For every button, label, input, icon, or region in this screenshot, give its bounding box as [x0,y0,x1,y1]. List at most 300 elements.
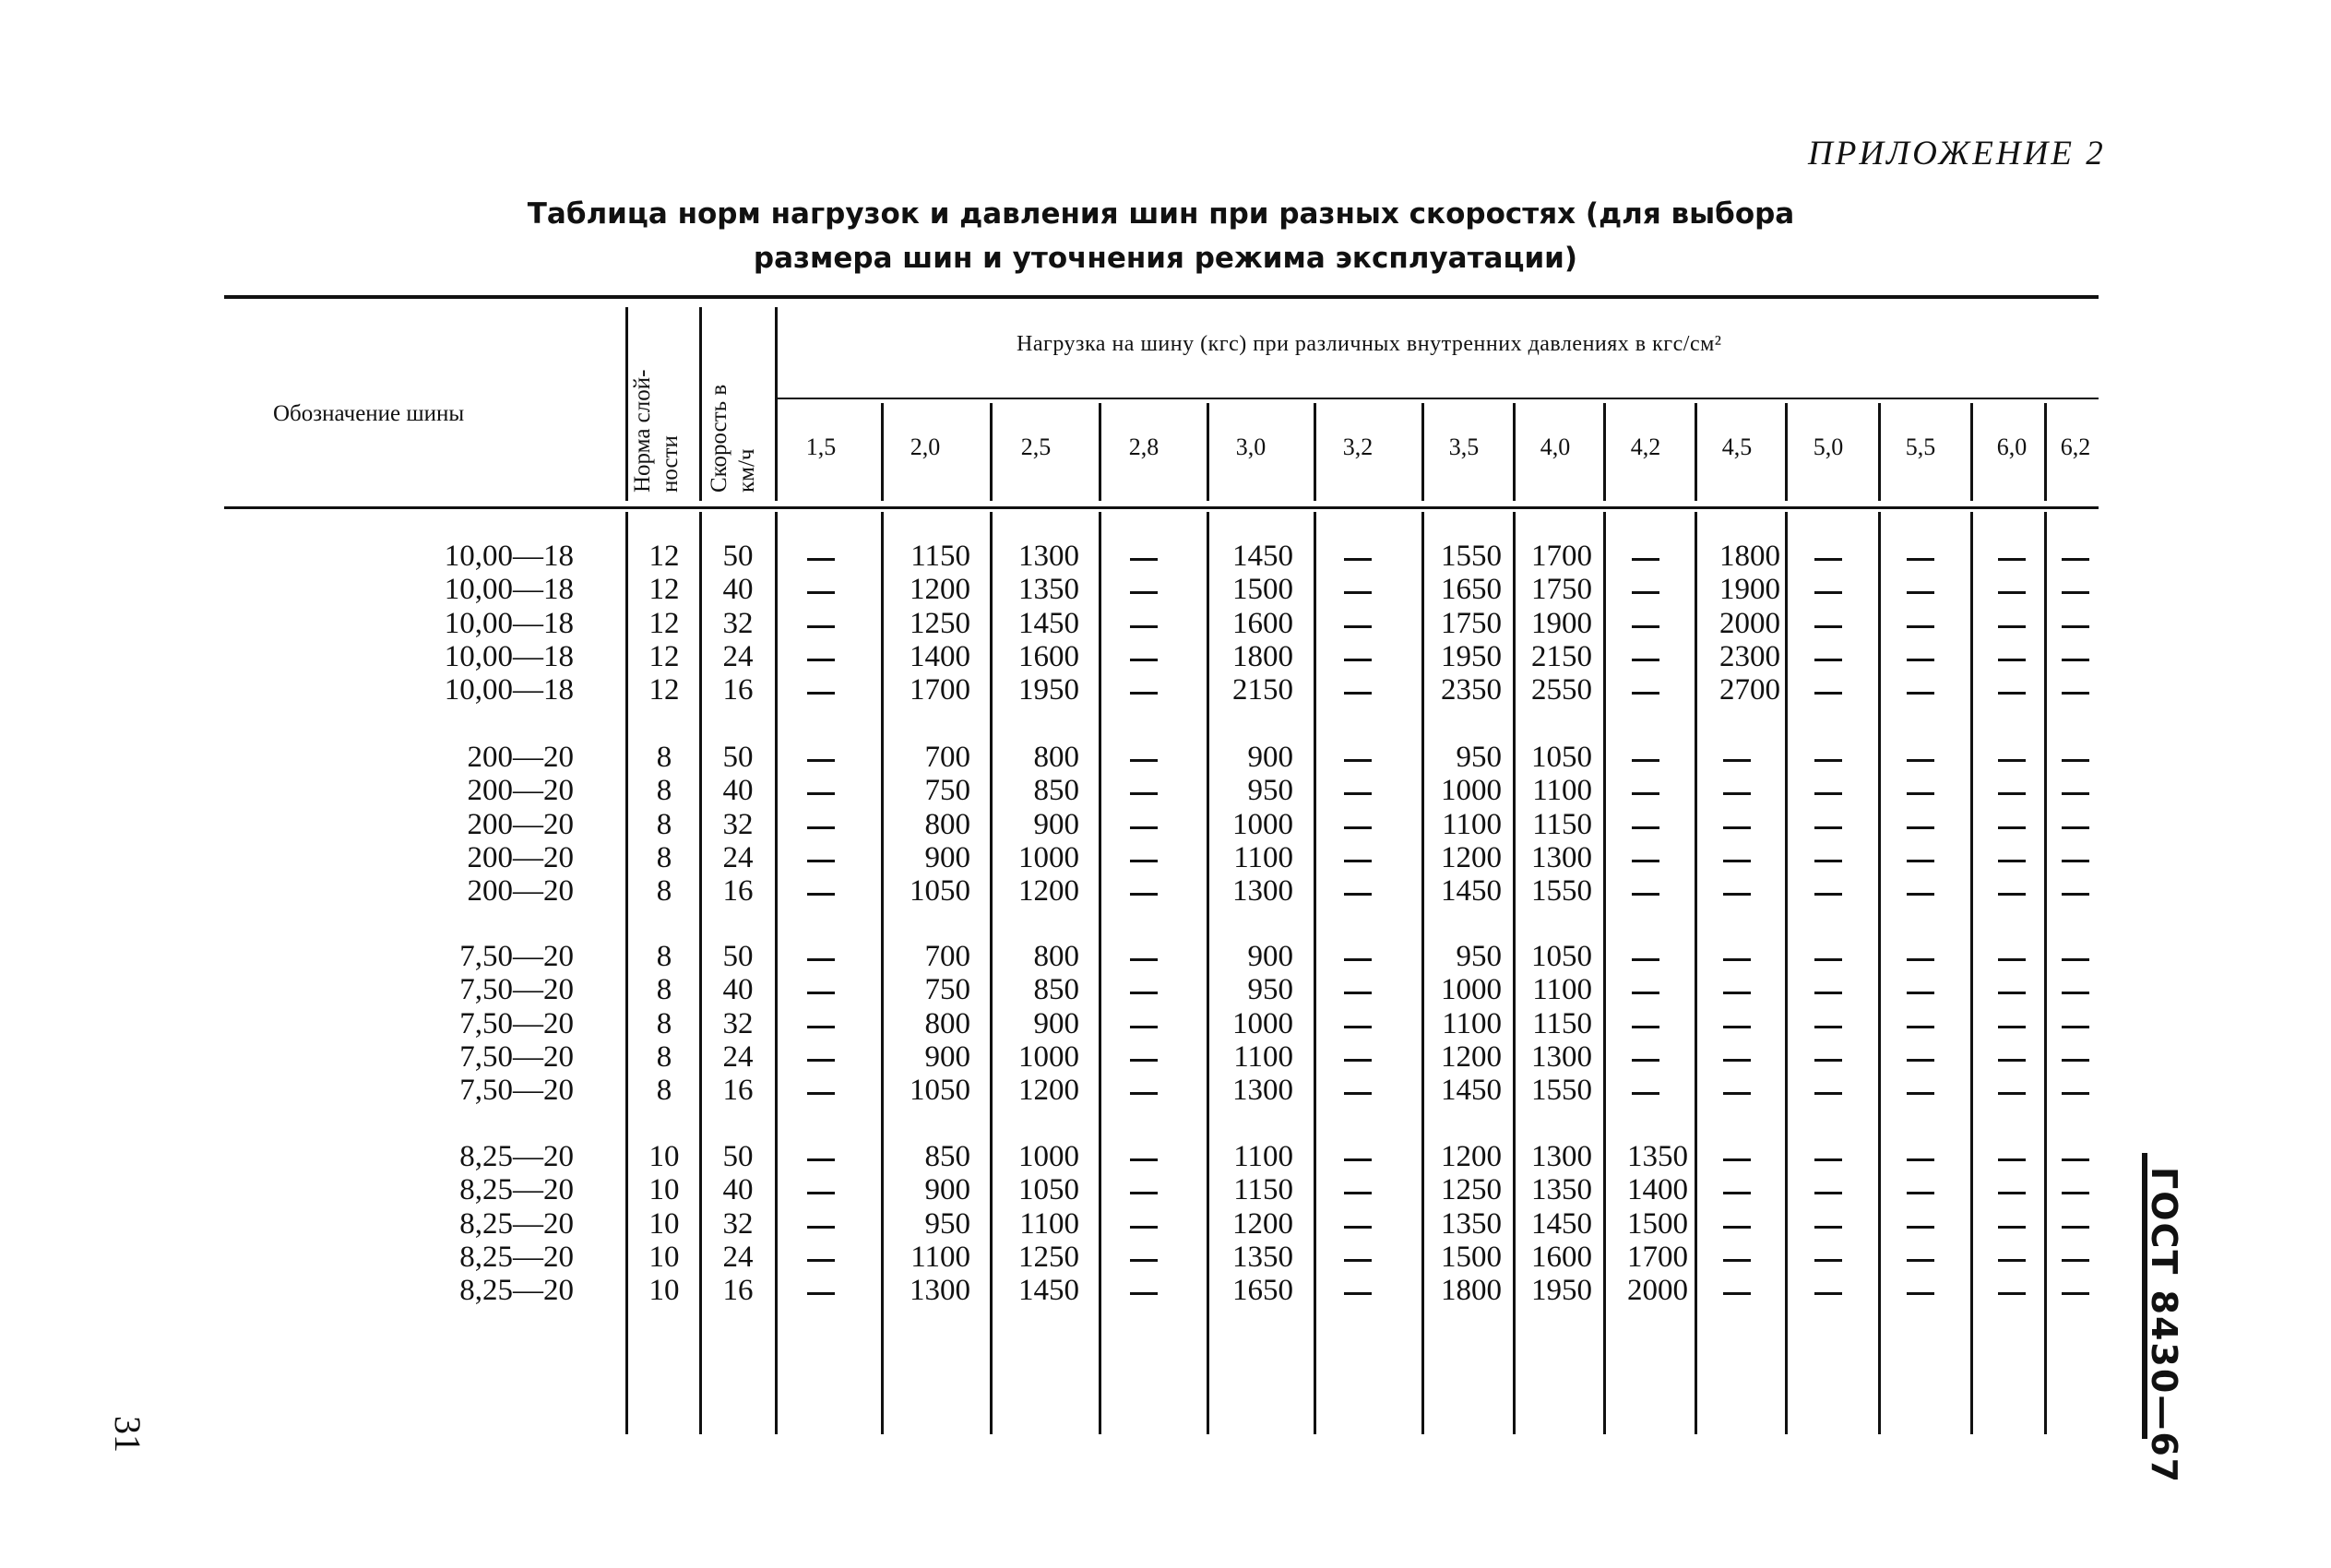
load-value: 900 [1247,741,1293,774]
empty-cell-dash [1723,1158,1751,1161]
ply-rating: 8 [656,1039,672,1074]
load-value: 1050 [910,874,970,909]
empty-cell-dash [1130,1192,1158,1194]
load-value: 800 [1033,940,1079,973]
speed-value: 32 [722,1006,754,1040]
ply-rating: 8 [656,807,672,841]
speed-value: 50 [722,540,754,573]
load-value: 1200 [1441,840,1502,874]
empty-cell-dash [1814,826,1842,829]
load-value: 1350 [1531,1173,1592,1207]
load-value: 850 [924,1140,970,1173]
load-value: 1300 [1232,874,1293,909]
empty-cell-dash [807,893,835,896]
pressure-label: 1,5 [805,434,837,460]
pressure-column-rule [1695,403,1697,501]
empty-cell-dash [1998,826,2026,829]
empty-cell-dash [1998,759,2026,762]
empty-cell-dash [2062,1192,2089,1194]
load-value: 1000 [1441,774,1502,808]
ply-rating: 8 [656,940,672,973]
ply-rating: 12 [648,673,680,707]
load-value: 1950 [1018,673,1079,707]
empty-cell-dash [1632,759,1659,762]
load-value: 1700 [910,673,970,707]
tire-designation: 8,25—20 [459,1274,574,1308]
pressure-column-rule [1207,403,1209,501]
empty-cell-dash [1998,659,2026,661]
empty-cell-dash [1130,1092,1158,1095]
empty-cell-dash [1998,692,2026,695]
load-value: 1000 [1232,1006,1293,1040]
pressure-column-rule [1314,403,1316,501]
empty-cell-dash [1723,1292,1751,1295]
body-column-rule [1878,512,1881,1434]
empty-cell-dash [1814,1292,1842,1295]
ply-rating: 12 [648,606,680,640]
body-column-rule [625,512,628,1434]
load-value: 950 [1247,973,1293,1007]
load-value: 1250 [910,606,970,640]
load-value: 1450 [1018,606,1079,640]
load-value: 1350 [1232,1240,1293,1274]
load-value: 1450 [1018,1274,1079,1308]
empty-cell-dash [1723,1026,1751,1028]
empty-cell-dash [2062,1026,2089,1028]
load-value: 1900 [1719,573,1780,607]
empty-cell-dash [1723,792,1751,795]
empty-cell-dash [1907,1026,1934,1028]
empty-cell-dash [1907,826,1934,829]
tire-designation: 8,25—20 [459,1206,574,1241]
body-column-rule [1970,512,1973,1434]
empty-cell-dash [1998,958,2026,961]
ply-rating: 12 [648,540,680,573]
load-value: 1350 [1627,1140,1688,1173]
empty-cell-dash [1907,860,1934,862]
ply-rating: 10 [648,1206,680,1241]
load-value: 1200 [1441,1039,1502,1074]
ply-rating: 10 [648,1173,680,1207]
empty-cell-dash [1723,893,1751,896]
empty-cell-dash [807,792,835,795]
empty-cell-dash [1998,893,2026,896]
load-value: 2350 [1441,673,1502,707]
load-value: 1100 [1233,1140,1293,1173]
empty-cell-dash [807,1026,835,1028]
pressure-column-rule [1970,403,1973,501]
pressure-label: 3,2 [1342,434,1374,460]
load-value: 1800 [1441,1274,1502,1308]
body-column-rule [1785,512,1788,1434]
tire-designation: 7,50—20 [459,973,574,1007]
empty-cell-dash [1998,558,2026,561]
empty-cell-dash [1814,1158,1842,1161]
tire-designation: 200—20 [467,741,574,774]
pressure-column-rule [1099,403,1101,501]
tire-designation: 200—20 [467,807,574,841]
load-value: 1400 [910,639,970,673]
tire-designation: 200—20 [467,874,574,909]
empty-cell-dash [1814,558,1842,561]
load-value: 1050 [1018,1173,1079,1207]
empty-cell-dash [1130,692,1158,695]
empty-cell-dash [807,860,835,862]
empty-cell-dash [1907,1226,1934,1229]
load-value: 950 [924,1206,970,1241]
empty-cell-dash [1344,1059,1372,1062]
empty-cell-dash [1344,958,1372,961]
empty-cell-dash [807,1259,835,1262]
empty-cell-dash [1632,659,1659,661]
load-value: 1050 [1531,940,1592,973]
empty-cell-dash [2062,591,2089,594]
empty-cell-dash [2062,1259,2089,1262]
header-ply-line2: ности [658,435,683,493]
load-value: 1100 [910,1240,970,1274]
load-value: 1450 [1531,1206,1592,1241]
load-value: 1250 [1441,1173,1502,1207]
load-value: 750 [924,973,970,1007]
load-value: 1300 [1531,840,1592,874]
load-value: 2150 [1531,639,1592,673]
empty-cell-dash [1130,1259,1158,1262]
empty-cell-dash [1998,1259,2026,1262]
pressure-header-rule [777,398,2099,399]
empty-cell-dash [1814,860,1842,862]
header-column-rule [625,307,628,501]
pressure-column-rule [1603,403,1606,501]
load-value: 1450 [1441,874,1502,909]
speed-value: 24 [722,1039,754,1074]
load-value: 900 [1247,940,1293,973]
ply-rating: 12 [648,639,680,673]
empty-cell-dash [1130,659,1158,661]
empty-cell-dash [1998,591,2026,594]
empty-cell-dash [2062,1092,2089,1095]
load-value: 900 [924,1039,970,1074]
empty-cell-dash [1814,1092,1842,1095]
tire-designation: 10,00—18 [444,573,574,607]
empty-cell-dash [1907,1158,1934,1161]
page-number: 31 [107,1416,149,1453]
empty-cell-dash [1130,1226,1158,1229]
empty-cell-dash [1814,792,1842,795]
empty-cell-dash [807,1292,835,1295]
load-value: 1450 [1441,1074,1502,1108]
empty-cell-dash [807,958,835,961]
empty-cell-dash [807,659,835,661]
load-value: 1000 [1232,807,1293,841]
load-value: 1200 [1018,1074,1079,1108]
load-value: 1350 [1441,1206,1502,1241]
pressure-label: 4,0 [1540,434,1571,460]
load-value: 1600 [1531,1240,1592,1274]
empty-cell-dash [1907,659,1934,661]
empty-cell-dash [1632,958,1659,961]
empty-cell-dash [1344,792,1372,795]
header-load: Нагрузка на шину (кгс) при различных внутренних давлениях в кгс/см² [1017,332,1722,356]
load-value: 800 [924,1006,970,1040]
load-value: 2550 [1531,673,1592,707]
empty-cell-dash [1814,1226,1842,1229]
header-tire: Обозначение шины [273,401,465,426]
empty-cell-dash [807,625,835,628]
pressure-column-rule [1785,403,1788,501]
load-value: 1700 [1531,540,1592,573]
load-value: 950 [1456,741,1502,774]
ply-rating: 12 [648,573,680,607]
empty-cell-dash [1998,1226,2026,1229]
empty-cell-dash [1130,860,1158,862]
empty-cell-dash [1130,1292,1158,1295]
pressure-label: 4,5 [1721,434,1753,460]
load-value: 1150 [1233,1173,1293,1207]
tire-designation: 7,50—20 [459,1074,574,1108]
empty-cell-dash [1344,759,1372,762]
appendix-label: ПРИЛОЖЕНИЕ 2 [1808,135,2106,172]
load-value: 1650 [1232,1274,1293,1308]
empty-cell-dash [1998,1092,2026,1095]
load-value: 2700 [1719,673,1780,707]
empty-cell-dash [2062,958,2089,961]
empty-cell-dash [1723,1092,1751,1095]
empty-cell-dash [1632,692,1659,695]
empty-cell-dash [807,1192,835,1194]
empty-cell-dash [2062,893,2089,896]
empty-cell-dash [1998,1158,2026,1161]
load-value: 1300 [1531,1140,1592,1173]
empty-cell-dash [1344,1226,1372,1229]
empty-cell-dash [1344,992,1372,994]
empty-cell-dash [1130,591,1158,594]
tire-designation: 8,25—20 [459,1173,574,1207]
speed-value: 50 [722,940,754,973]
pressure-column-rule [881,403,884,501]
empty-cell-dash [1907,1292,1934,1295]
load-value: 1550 [1531,874,1592,909]
empty-cell-dash [1344,1026,1372,1028]
empty-cell-dash [807,1059,835,1062]
empty-cell-dash [2062,759,2089,762]
empty-cell-dash [1907,558,1934,561]
load-value: 900 [924,1173,970,1207]
empty-cell-dash [1723,992,1751,994]
load-value: 1100 [1532,774,1592,808]
empty-cell-dash [1344,591,1372,594]
empty-cell-dash [1814,591,1842,594]
empty-cell-dash [1998,1292,2026,1295]
pressure-label: 2,0 [910,434,941,460]
empty-cell-dash [807,992,835,994]
empty-cell-dash [2062,659,2089,661]
load-value: 1100 [1532,973,1592,1007]
empty-cell-dash [1632,992,1659,994]
pressure-label: 2,5 [1020,434,1052,460]
speed-value: 16 [722,874,754,909]
speed-value: 40 [722,973,754,1007]
empty-cell-dash [807,591,835,594]
ply-rating: 10 [648,1274,680,1308]
tire-designation: 8,25—20 [459,1140,574,1173]
empty-cell-dash [1344,1292,1372,1295]
load-value: 1000 [1018,1039,1079,1074]
header-column-rule [699,307,702,501]
empty-cell-dash [1344,625,1372,628]
empty-cell-dash [1723,759,1751,762]
empty-cell-dash [807,1226,835,1229]
speed-value: 50 [722,741,754,774]
empty-cell-dash [1344,1259,1372,1262]
load-value: 1300 [910,1274,970,1308]
load-value: 1800 [1719,540,1780,573]
empty-cell-dash [2062,692,2089,695]
load-value: 1950 [1441,639,1502,673]
empty-cell-dash [807,1158,835,1161]
empty-cell-dash [1632,625,1659,628]
empty-cell-dash [1130,1059,1158,1062]
empty-cell-dash [1130,558,1158,561]
empty-cell-dash [1344,692,1372,695]
body-column-rule [1314,512,1316,1434]
ply-rating: 8 [656,973,672,1007]
load-value: 1300 [1232,1074,1293,1108]
table-title-line-2: размера шин и уточнения режима эксплуатации) [753,242,1578,275]
speed-value: 40 [722,1173,754,1207]
empty-cell-dash [2062,558,2089,561]
empty-cell-dash [1344,893,1372,896]
speed-value: 16 [722,1074,754,1108]
empty-cell-dash [2062,1158,2089,1161]
load-value: 1200 [1441,1140,1502,1173]
empty-cell-dash [1814,759,1842,762]
load-value: 1950 [1531,1274,1592,1308]
pressure-label: 5,5 [1905,434,1936,460]
empty-cell-dash [1632,591,1659,594]
load-value: 850 [1033,774,1079,808]
empty-cell-dash [2062,792,2089,795]
body-column-rule [775,512,778,1434]
load-value: 1400 [1627,1173,1688,1207]
ply-rating: 8 [656,874,672,909]
speed-value: 16 [722,673,754,707]
pressure-column-rule [1421,403,1424,501]
pressure-label: 3,0 [1235,434,1267,460]
body-column-rule [1099,512,1101,1434]
pressure-label: 4,2 [1630,434,1661,460]
empty-cell-dash [1130,1026,1158,1028]
load-value: 700 [924,741,970,774]
load-value: 800 [924,807,970,841]
load-value: 1500 [1441,1240,1502,1274]
speed-value: 24 [722,639,754,673]
load-value: 1100 [1442,1006,1502,1040]
empty-cell-dash [1344,558,1372,561]
empty-cell-dash [1907,958,1934,961]
load-value: 1250 [1018,1240,1079,1274]
table-top-rule [224,295,2099,299]
empty-cell-dash [1907,692,1934,695]
load-value: 1550 [1531,1074,1592,1108]
load-value: 1100 [1233,840,1293,874]
load-value: 1150 [1532,1006,1592,1040]
empty-cell-dash [1814,692,1842,695]
tire-designation: 8,25—20 [459,1240,574,1274]
empty-cell-dash [1130,893,1158,896]
empty-cell-dash [1907,625,1934,628]
load-value: 1300 [1531,1039,1592,1074]
empty-cell-dash [1632,1059,1659,1062]
empty-cell-dash [1998,625,2026,628]
load-value: 850 [1033,973,1079,1007]
load-value: 750 [924,774,970,808]
empty-cell-dash [1814,958,1842,961]
speed-value: 50 [722,1140,754,1173]
empty-cell-dash [1632,1026,1659,1028]
empty-cell-dash [2062,860,2089,862]
load-value: 1200 [1232,1206,1293,1241]
empty-cell-dash [2062,992,2089,994]
speed-value: 40 [722,573,754,607]
load-value: 2300 [1719,639,1780,673]
empty-cell-dash [1723,1192,1751,1194]
empty-cell-dash [1723,826,1751,829]
empty-cell-dash [1723,1226,1751,1229]
empty-cell-dash [1632,893,1659,896]
empty-cell-dash [1998,992,2026,994]
load-value: 1600 [1232,606,1293,640]
header-bottom-rule [224,506,2099,509]
load-value: 900 [924,840,970,874]
load-value: 1150 [910,540,970,573]
pressure-label: 2,8 [1128,434,1160,460]
ply-rating: 8 [656,1074,672,1108]
load-value: 1000 [1018,1140,1079,1173]
tire-designation: 200—20 [467,774,574,808]
empty-cell-dash [1907,1259,1934,1262]
load-value: 1750 [1441,606,1502,640]
tire-designation: 7,50—20 [459,1039,574,1074]
load-value: 950 [1247,774,1293,808]
empty-cell-dash [2062,625,2089,628]
load-value: 1450 [1232,540,1293,573]
load-value: 1000 [1018,840,1079,874]
load-value: 1350 [1018,573,1079,607]
speed-value: 24 [722,1240,754,1274]
empty-cell-dash [1723,1259,1751,1262]
load-value: 1750 [1531,573,1592,607]
empty-cell-dash [1814,1192,1842,1194]
empty-cell-dash [1632,792,1659,795]
ply-rating: 10 [648,1140,680,1173]
empty-cell-dash [1632,1092,1659,1095]
empty-cell-dash [1814,1259,1842,1262]
speed-value: 16 [722,1274,754,1308]
load-value: 1100 [1019,1206,1079,1241]
empty-cell-dash [2062,1059,2089,1062]
load-value: 1800 [1232,639,1293,673]
tire-designation: 10,00—18 [444,606,574,640]
empty-cell-dash [1907,1192,1934,1194]
empty-cell-dash [807,692,835,695]
ply-rating: 8 [656,741,672,774]
empty-cell-dash [1344,1192,1372,1194]
empty-cell-dash [807,1092,835,1095]
tire-designation: 7,50—20 [459,1006,574,1040]
empty-cell-dash [1907,1059,1934,1062]
header-ply-line1: Норма слой- [630,369,655,493]
load-value: 1700 [1627,1240,1688,1274]
